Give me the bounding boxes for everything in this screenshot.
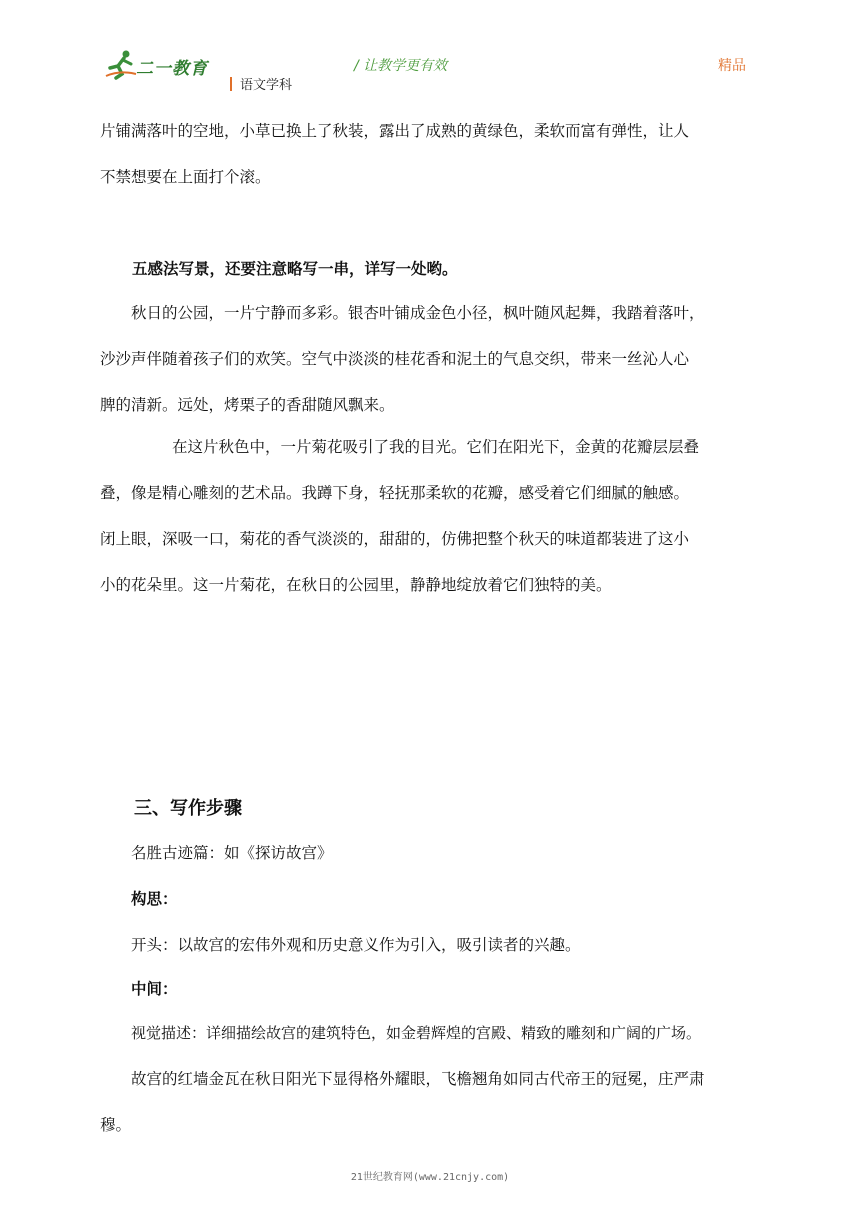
subject-divider bbox=[230, 77, 232, 91]
page-footer: 21世纪教育网(www.21cnjy.com) bbox=[350, 1172, 510, 1183]
middle-label: 中间： bbox=[131, 980, 178, 998]
example-title: 名胜古迹篇：如《探访故宫》 bbox=[131, 844, 333, 862]
paragraph-4 bbox=[100, 1056, 764, 1148]
page-header bbox=[0, 0, 860, 100]
idea-label: 构思： bbox=[131, 890, 178, 908]
paragraph-3 bbox=[100, 424, 764, 608]
section-heading: 三、写作步骤 bbox=[134, 798, 242, 819]
text-line: 片铺满落叶的空地，小草已换上了秋装，露出了成熟的黄绿色，柔软而富有弹性，让人 bbox=[100, 122, 690, 140]
text-line: 不禁想要在上面打个滚。 bbox=[100, 168, 271, 186]
text-line: 脾的清新。远处，烤栗子的香甜随风飘来。 bbox=[100, 396, 395, 414]
writing-tip: 五感法写景，还要注意略写一串，详写一处哟。 bbox=[132, 260, 458, 278]
visual-text: 视觉描述：详细描绘故宫的建筑特色，如金碧辉煌的宫殿、精致的雕刻和广阔的广场。 bbox=[131, 1024, 702, 1042]
text-line: 小的花朵里。这一片菊花，在秋日的公园里，静静地绽放着它们独特的美。 bbox=[100, 576, 612, 594]
text-line: 闭上眼，深吸一口，菊花的香气淡淡的，甜甜的，仿佛把整个秋天的味道都装进了这小 bbox=[100, 530, 690, 548]
quality-badge: 精品 bbox=[718, 58, 746, 74]
logo-text: 二一教育 bbox=[136, 59, 208, 79]
text-line: 在这片秋色中，一片菊花吸引了我的目光。它们在阳光下，金黄的花瓣层层叠 bbox=[172, 438, 700, 456]
text-line: 穆。 bbox=[100, 1116, 132, 1134]
subject-label: 语文学科 bbox=[240, 78, 293, 93]
logo bbox=[104, 48, 224, 80]
paragraph-2 bbox=[100, 290, 764, 428]
runner-logo-icon bbox=[104, 48, 138, 80]
opening-text: 开头：以故宫的宏伟外观和历史意义作为引入，吸引读者的兴趣。 bbox=[131, 936, 581, 954]
text-line: 秋日的公园，一片宁静而多彩。银杏叶铺成金色小径，枫叶随风起舞，我踏着落叶， bbox=[131, 304, 705, 322]
text-line: 叠，像是精心雕刻的艺术品。我蹲下身，轻抚那柔软的花瓣，感受着它们细腻的触感。 bbox=[100, 484, 690, 502]
paragraph-1 bbox=[100, 108, 764, 200]
text-line: 沙沙声伴随着孩子们的欢笑。空气中淡淡的桂花香和泥土的气息交织，带来一丝沁人心 bbox=[100, 350, 690, 368]
text-line: 故宫的红墙金瓦在秋日阳光下显得格外耀眼，飞檐翘角如同古代帝王的冠冕，庄严肃 bbox=[131, 1070, 705, 1088]
slogan: / 让教学更有效 bbox=[354, 58, 448, 74]
